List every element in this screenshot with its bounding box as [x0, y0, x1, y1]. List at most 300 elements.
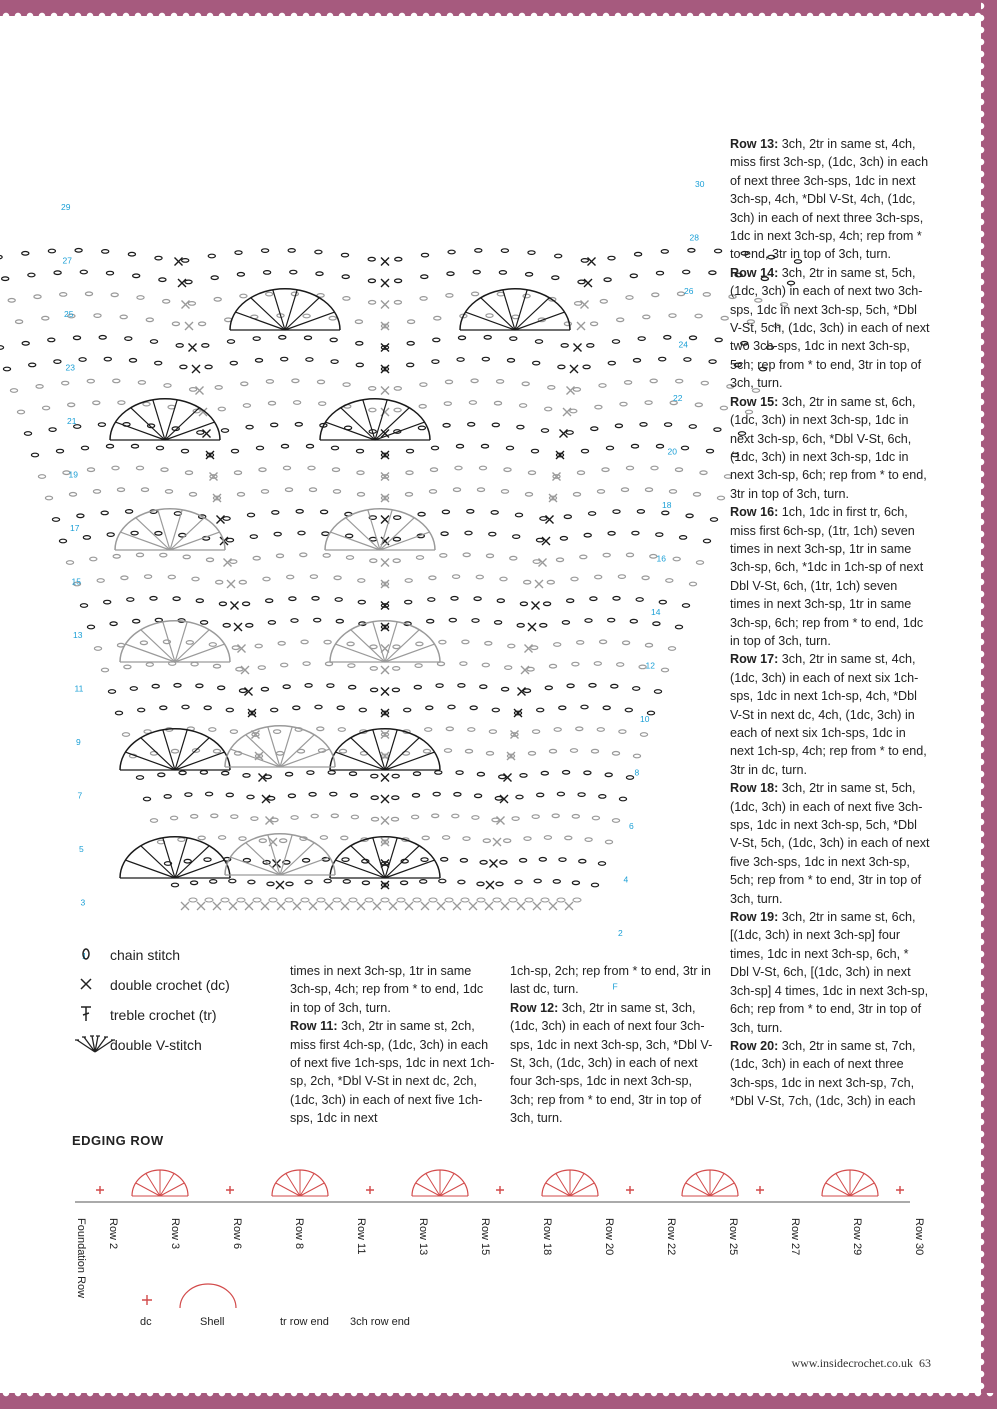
chain-mark — [343, 880, 350, 884]
dc-mark — [213, 494, 221, 502]
chain-mark — [531, 646, 538, 650]
chain-mark — [486, 314, 493, 318]
chain-mark — [291, 619, 298, 623]
chain-mark — [314, 618, 321, 622]
chain-mark — [152, 684, 159, 688]
row-heading: Row 17: — [730, 652, 779, 667]
chain-mark — [545, 686, 552, 690]
chain-mark — [554, 643, 561, 647]
chain-mark — [469, 401, 476, 405]
row-number-left: 9 — [76, 737, 81, 747]
pattern-text-column-1 — [290, 962, 495, 1128]
chain-mark — [87, 468, 94, 472]
chain-mark — [453, 575, 460, 579]
chain-mark — [458, 336, 465, 340]
chain-mark — [356, 449, 363, 453]
chain-mark — [107, 533, 114, 537]
chain-mark — [315, 250, 322, 254]
chain-mark — [599, 795, 606, 799]
legend-dblv — [72, 1030, 292, 1060]
chain-mark — [594, 662, 601, 666]
chain-mark — [246, 425, 253, 429]
chain-mark — [533, 560, 540, 564]
chain-mark — [696, 561, 703, 565]
legend-tr — [72, 1000, 292, 1030]
fan-treble-mark — [465, 312, 515, 330]
chain-mark — [129, 359, 136, 363]
chain-mark — [565, 836, 572, 840]
chain-mark — [561, 344, 568, 348]
chain-mark — [185, 793, 192, 797]
fan-treble-mark — [125, 860, 175, 878]
chain-mark — [605, 840, 612, 844]
chain-mark — [439, 879, 446, 883]
chain-mark — [232, 646, 239, 650]
foundation-dc-mark — [197, 902, 205, 910]
chain-mark — [54, 271, 61, 275]
chain-mark — [602, 468, 609, 472]
chain-mark — [612, 819, 619, 823]
chain-mark — [156, 446, 163, 450]
chain-mark — [656, 444, 663, 448]
fan-treble-mark — [125, 752, 175, 770]
chain-mark — [567, 599, 574, 603]
chain-mark — [491, 511, 498, 515]
chain-mark — [483, 839, 490, 843]
chain-mark — [125, 337, 132, 341]
chain-mark — [0, 255, 2, 259]
chain-mark — [666, 579, 673, 583]
chain-mark — [608, 361, 615, 365]
chain-mark — [146, 318, 153, 322]
chain-mark — [637, 510, 644, 514]
chain-mark — [664, 336, 671, 340]
edging-dc-mark — [226, 1186, 234, 1194]
dc-mark — [381, 279, 389, 287]
chain-mark — [303, 314, 310, 318]
fan-treble-mark — [380, 532, 430, 550]
chain-mark — [321, 510, 328, 514]
scalloped-border-right — [981, 0, 997, 1409]
chain-mark — [42, 316, 49, 320]
foundation-chain-mark — [445, 898, 453, 902]
chain-mark — [137, 296, 144, 300]
chain-mark — [234, 471, 241, 475]
chain-mark — [455, 466, 462, 470]
chain-mark — [83, 536, 90, 540]
chain-mark — [281, 357, 288, 361]
chain-mark — [81, 446, 88, 450]
chain-mark — [515, 513, 522, 517]
chain-mark — [191, 662, 198, 666]
chain-mark — [423, 749, 430, 753]
chain-mark — [608, 618, 615, 622]
chain-mark — [560, 537, 567, 541]
chain-mark — [307, 771, 314, 775]
chain-mark — [508, 644, 515, 648]
foundation-dc-mark — [357, 902, 365, 910]
chain-mark — [686, 514, 693, 518]
chain-mark — [603, 706, 610, 710]
chain-mark — [247, 513, 254, 517]
chain-mark — [432, 360, 439, 364]
chain-mark — [626, 553, 633, 557]
chain-mark — [218, 686, 225, 690]
chain-mark — [113, 379, 120, 383]
chain-mark — [271, 423, 278, 427]
chain-mark — [191, 815, 198, 819]
chain-mark — [405, 493, 412, 497]
chain-mark — [715, 338, 722, 342]
row-heading: Row 11: — [290, 1019, 338, 1034]
dc-mark — [490, 860, 498, 868]
chain-mark — [465, 749, 472, 753]
legend-chain-label: chain stitch — [110, 947, 181, 963]
chain-mark — [329, 316, 336, 320]
chain-mark — [357, 471, 364, 475]
chain-mark — [524, 837, 531, 841]
chain-mark — [394, 408, 401, 412]
legend-chain — [72, 940, 292, 970]
chain-mark — [138, 381, 145, 385]
row-number-right: 30 — [695, 179, 705, 189]
chain-mark — [341, 253, 348, 257]
row-instructions: 1ch, 1dc in first tr, 6ch, miss first 6ch-sp, (1tr, 1ch) seven times in next 3ch-sp, 1tr in same 3ch-sp, 6ch, *1dc in 1ch-sp of next Dbl V-St, 6ch, (1tr, 1ch) seven times in next 3ch-sp, 1tr in same 3ch-sp, 6ch; rep from * to end, 1dc in top of 3ch, turn. — [730, 505, 924, 648]
chain-mark — [287, 575, 294, 579]
chain-mark — [429, 576, 436, 580]
chain-mark — [700, 471, 707, 475]
chain-mark — [436, 684, 443, 688]
chain-mark — [492, 708, 499, 712]
chain-mark — [540, 517, 547, 521]
chain-mark — [259, 468, 266, 472]
chain-mark — [528, 251, 535, 255]
chain-mark — [106, 271, 113, 275]
chain-mark — [196, 684, 203, 688]
edging-legend-label: 3ch row end — [350, 1316, 410, 1328]
chain-mark — [43, 406, 50, 410]
chain-mark — [283, 685, 290, 689]
edging-legend-label: tr row end — [280, 1316, 329, 1328]
edging-row-label: Row 27 — [789, 1218, 801, 1256]
chain-mark — [201, 621, 208, 625]
chain-mark — [507, 359, 514, 363]
chain-mark — [209, 728, 216, 732]
chain-mark — [595, 405, 602, 409]
chain-mark — [474, 597, 481, 601]
chain-mark — [248, 880, 255, 884]
chain-mark — [631, 444, 638, 448]
chain-mark — [184, 859, 191, 863]
dc-mark — [381, 838, 389, 846]
chain-mark — [241, 382, 248, 386]
chain-mark — [240, 294, 247, 298]
dc-mark — [381, 494, 389, 502]
fan-treble-mark — [175, 752, 225, 770]
chain-mark — [246, 624, 253, 628]
chain-mark — [10, 389, 17, 393]
chain-mark — [143, 797, 150, 801]
edging-row-label: Foundation Row — [75, 1218, 87, 1299]
chain-mark — [136, 466, 143, 470]
row-heading: Row 19: — [730, 910, 779, 925]
row-number-left: 19 — [68, 469, 78, 480]
chain-mark — [176, 344, 183, 348]
chain-mark — [494, 401, 501, 405]
chain-mark — [572, 881, 579, 885]
chain-mark — [320, 836, 327, 840]
chain-mark — [591, 427, 598, 431]
chain-mark — [174, 684, 181, 688]
foundation-dc-mark — [373, 902, 381, 910]
chain-mark — [370, 559, 377, 563]
chain-mark — [305, 684, 312, 688]
foundation-chain-mark — [221, 898, 229, 902]
page-footer — [791, 1356, 931, 1371]
chain-mark — [618, 575, 625, 579]
chain-mark — [141, 488, 148, 492]
chain-mark — [235, 251, 242, 255]
chain-mark — [286, 882, 293, 886]
chain-mark — [28, 273, 35, 277]
chain-mark — [584, 533, 591, 537]
fan-treble-mark — [125, 644, 175, 662]
dc-mark — [381, 666, 389, 674]
dc-mark — [381, 580, 389, 588]
chain-mark — [324, 879, 331, 883]
chain-mark — [171, 749, 178, 753]
fan-treble-mark — [385, 860, 435, 878]
chain-mark — [183, 555, 190, 559]
pattern-paragraph — [730, 503, 930, 650]
chain-mark — [701, 381, 708, 385]
chain-mark — [8, 299, 15, 303]
chain-mark — [219, 602, 226, 606]
chain-mark — [230, 730, 237, 734]
chain-mark — [501, 249, 508, 253]
chain-mark — [211, 276, 218, 280]
double-v-stitch-icon — [72, 1034, 100, 1057]
dc-mark — [528, 623, 536, 631]
chain-mark — [140, 641, 147, 645]
chain-mark — [215, 386, 222, 390]
chain-mark — [251, 817, 258, 821]
chain-mark — [695, 403, 702, 407]
row-instructions: 3ch, 2tr in same st, 6ch, [(1dc, 3ch) in next 3ch-sp] four times, 1dc in next 3ch-sp, 6ch, * Dbl V-St, 6ch, [(1dc, 3ch) in next 3ch-sp] 4 times, 1dc in next 3ch-sp, 6ch; rep from * to end, 3tr in top of 3ch, turn. — [730, 910, 929, 1035]
chain-mark — [597, 490, 604, 494]
chain-mark — [431, 446, 438, 450]
chain-mark — [557, 792, 564, 796]
chain-mark — [292, 379, 299, 383]
chain-mark — [66, 561, 73, 565]
chain-mark — [136, 553, 143, 557]
chain-mark — [295, 423, 302, 427]
row-number-left: 3 — [80, 897, 86, 908]
chain-mark — [394, 387, 401, 391]
chain-mark — [45, 496, 52, 500]
chain-mark — [630, 274, 637, 278]
chain-mark — [104, 600, 111, 604]
row-instructions: 3ch, 2tr in same st, 7ch, (1dc, 3ch) in each of next three 3ch-sps, 1dc in next 3ch-sp, 7ch, *Dbl V-St, 7ch, (1dc, 3ch) in each — [730, 1038, 916, 1109]
chain-mark — [590, 597, 597, 601]
chain-mark — [428, 598, 435, 602]
chain-mark — [226, 538, 233, 542]
dc-mark — [231, 602, 239, 610]
dc-mark — [206, 451, 214, 459]
chain-mark — [539, 858, 546, 862]
dc-mark — [259, 774, 267, 782]
dc-mark — [192, 365, 200, 373]
chain-mark — [709, 360, 716, 364]
legend-dc-label: double crochet (dc) — [110, 977, 230, 993]
chain-mark — [422, 836, 429, 840]
dc-mark — [185, 322, 193, 330]
chain-mark — [524, 580, 531, 584]
chain-mark — [394, 301, 401, 305]
chain-mark — [549, 749, 556, 753]
chain-mark — [163, 300, 170, 304]
chain-mark — [99, 336, 106, 340]
foundation-dc-mark — [213, 902, 221, 910]
chain-mark — [155, 361, 162, 365]
chain-mark — [0, 346, 4, 350]
chain-mark — [520, 859, 527, 863]
chain-mark — [710, 518, 717, 522]
chain-mark — [458, 880, 465, 884]
chain-mark — [3, 367, 10, 371]
edging-row-label: Row 18 — [541, 1218, 553, 1256]
foundation-dc-mark — [277, 902, 285, 910]
double-crochet-icon — [72, 977, 100, 994]
chain-mark — [544, 836, 551, 840]
chain-mark — [531, 449, 538, 453]
edging-row-label: Row 22 — [665, 1218, 677, 1256]
chain-mark — [17, 410, 24, 414]
chain-mark — [256, 446, 263, 450]
foundation-chain-mark — [285, 898, 293, 902]
chain-mark — [473, 270, 480, 274]
chain-mark — [528, 752, 535, 756]
chain-mark — [185, 280, 192, 284]
edging-dc-mark — [366, 1186, 374, 1194]
chain-mark — [454, 793, 461, 797]
row-number-left: 27 — [62, 255, 72, 266]
chain-mark — [267, 882, 274, 886]
foundation-chain-mark — [397, 898, 405, 902]
row-number-left: 1 — [82, 951, 87, 961]
chain-mark — [570, 409, 577, 413]
fan-treble-mark — [170, 532, 220, 550]
chain-mark — [182, 705, 189, 709]
dc-mark — [276, 881, 284, 889]
foundation-chain-mark — [509, 898, 517, 902]
chain-mark — [305, 880, 312, 884]
chain-mark — [172, 322, 179, 326]
chain-mark — [168, 575, 175, 579]
chain-mark — [587, 344, 594, 348]
chain-mark — [669, 314, 676, 318]
chain-mark — [173, 597, 180, 601]
chain-mark — [472, 816, 479, 820]
chain-mark — [452, 814, 459, 818]
dc-mark — [381, 688, 389, 696]
chain-mark — [394, 516, 401, 520]
chain-mark — [213, 749, 220, 753]
row-heading: Row 18: — [730, 781, 779, 796]
chain-mark — [504, 468, 511, 472]
row-number-right: 2 — [618, 928, 623, 938]
edging-dc-mark — [896, 1186, 904, 1194]
chain-mark — [52, 518, 59, 522]
edging-row-label: Row 2 — [107, 1218, 119, 1250]
pattern-text-column-2 — [510, 962, 715, 1128]
dc-mark — [381, 623, 389, 631]
dc-mark — [535, 580, 543, 588]
chain-mark — [673, 557, 680, 561]
chain-mark — [181, 449, 188, 453]
edging-row-label: Row 15 — [479, 1218, 491, 1256]
foundation-dc-mark — [437, 902, 445, 910]
chain-mark — [496, 882, 503, 886]
chain-mark — [308, 466, 315, 470]
chain-mark — [131, 531, 138, 535]
chain-mark — [526, 273, 533, 277]
foundation-dc-mark — [485, 902, 493, 910]
chain-mark — [477, 772, 484, 776]
row-number-right: 8 — [634, 767, 640, 778]
chain-mark — [580, 555, 587, 559]
chain-mark — [110, 622, 117, 626]
chain-mark — [338, 728, 345, 732]
chain-mark — [535, 340, 542, 344]
chain-mark — [600, 640, 607, 644]
chain-mark — [547, 580, 554, 584]
chain-mark — [576, 727, 583, 731]
chain-mark — [659, 357, 666, 361]
chain-mark — [533, 361, 540, 365]
chain-mark — [566, 431, 573, 435]
chain-mark — [581, 449, 588, 453]
chain-mark — [356, 363, 363, 367]
chain-mark — [567, 684, 574, 688]
chain-mark — [416, 556, 423, 560]
fan-arc-mark — [120, 621, 230, 662]
chain-mark — [22, 252, 29, 256]
chain-mark — [106, 444, 113, 448]
chain-mark — [516, 795, 523, 799]
foundation-dc-mark — [245, 902, 253, 910]
chain-mark — [497, 380, 504, 384]
chain-mark — [16, 320, 23, 324]
foundation-dc-mark — [501, 902, 509, 910]
chain-mark — [368, 279, 375, 283]
chain-mark — [182, 259, 189, 263]
chain-mark — [337, 706, 344, 710]
chain-mark — [131, 444, 138, 448]
row-number-left: 23 — [65, 362, 75, 373]
chain-mark — [38, 475, 45, 479]
chain-mark — [98, 423, 105, 427]
edging-legend-label: dc — [140, 1316, 152, 1328]
chain-mark — [150, 819, 157, 823]
chain-mark — [441, 858, 448, 862]
chain-mark — [90, 557, 97, 561]
chain-mark — [362, 881, 369, 885]
chain-mark — [537, 708, 544, 712]
chain-mark — [656, 271, 663, 275]
chain-mark — [342, 858, 349, 862]
chain-mark — [683, 270, 690, 274]
